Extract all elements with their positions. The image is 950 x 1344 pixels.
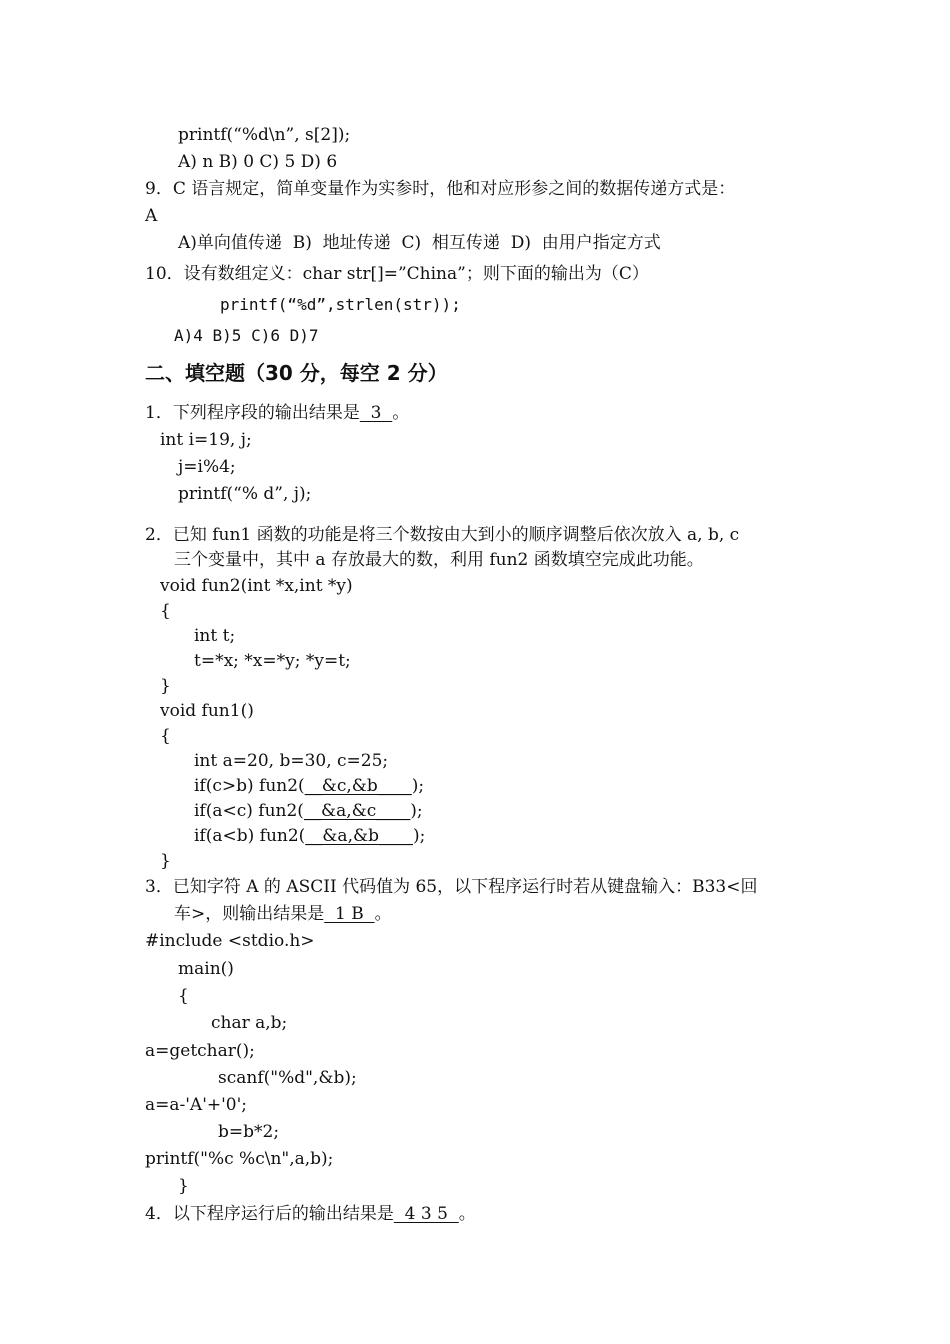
fq3-answer: 1 B xyxy=(324,904,375,924)
blank-prefix: if(a<c) fun2( xyxy=(194,801,304,821)
blank-suffix: ); xyxy=(410,801,423,821)
fq4-stem-suffix: 。 xyxy=(458,1204,476,1224)
fq3-code-line: char a,b; xyxy=(211,1013,288,1033)
q9-options: A)单向值传递 B) 地址传递 C) 相互传递 D) 由用户指定方式 xyxy=(178,233,661,253)
fun2-close-brace: } xyxy=(160,676,171,696)
fq1-answer: 3 xyxy=(359,403,393,423)
section-heading: 二、填空题（30 分，每空 2 分） xyxy=(145,361,448,385)
q8-options: A) n B) 0 C) 5 D) 6 xyxy=(178,152,338,172)
fq1-stem-suffix: 。 xyxy=(392,403,410,423)
q10-stem: 10．设有数组定义：char str[]=”China”；则下面的输出为（C） xyxy=(145,264,649,284)
fq3-code-line: #include <stdio.h> xyxy=(145,931,315,951)
fq3-code-line: { xyxy=(178,986,189,1006)
fq3-code-line: printf("%c %c\n",a,b); xyxy=(145,1149,334,1169)
fq4-stem xyxy=(145,1203,476,1225)
fq3-stem-line2 xyxy=(174,903,392,925)
fq2-stem-line2: 三个变量中，其中 a 存放最大的数，利用 fun2 函数填空完成此功能。 xyxy=(174,550,704,570)
fq4-stem-prefix: 4．以下程序运行后的输出结果是 xyxy=(145,1204,394,1224)
fun2-body-line: t=*x; *x=*y; *y=t; xyxy=(194,651,351,671)
fq3-code-line: a=getchar(); xyxy=(145,1041,255,1061)
fun2-body-line: int t; xyxy=(194,626,236,646)
fq3-code-line: main() xyxy=(178,959,234,979)
fq2-blank-line xyxy=(194,825,425,847)
fq3-stem-line1: 3．已知字符 A 的 ASCII 代码值为 65，以下程序运行时若从键盘输入：B33<回 xyxy=(145,877,758,897)
q9-stem: 9．C 语言规定，简单变量作为实参时，他和对应形参之间的数据传递方式是： xyxy=(145,179,736,199)
fq3-code-line: a=a-'A'+'0'; xyxy=(145,1095,248,1115)
fq1-code-line: j=i%4; xyxy=(178,457,236,477)
q8-code: printf(“%d\n”, s[2]); xyxy=(178,125,351,145)
fq1-code-line: printf(“% d”, j); xyxy=(178,484,312,504)
fq1-stem-prefix: 1．下列程序段的输出结果是 xyxy=(145,403,360,423)
fun2-open-brace: { xyxy=(160,601,171,621)
fq1-code-line: int i=19, j; xyxy=(160,430,252,450)
fq1-stem xyxy=(145,402,409,424)
fq3-code-line: scanf("%d",&b); xyxy=(218,1068,357,1088)
fun1-header: void fun1() xyxy=(160,701,254,721)
blank-suffix: ); xyxy=(411,776,425,796)
fq2-stem-line1: 2．已知 fun1 函数的功能是将三个数按由大到小的顺序调整后依次放入 a, b, c xyxy=(145,525,740,545)
q10-code: printf(“%d”,strlen(str)); xyxy=(220,295,461,314)
fq3-stem-suffix: 。 xyxy=(374,904,392,924)
q10-options: A)4 B)5 C)6 D)7 xyxy=(174,326,319,345)
fun2-header: void fun2(int *x,int *y) xyxy=(160,576,353,596)
fq3-code-line: b=b*2; xyxy=(218,1122,280,1142)
fq4-answer: 4 3 5 xyxy=(393,1204,459,1224)
blank-answer: __&a,&c____ xyxy=(303,801,411,821)
fq3-code-line: } xyxy=(178,1176,189,1196)
blank-answer: __&a,&b____ xyxy=(305,826,413,846)
q9-answer: A xyxy=(145,206,158,226)
fun1-open-brace: { xyxy=(160,726,171,746)
fq2-blank-line xyxy=(194,775,424,797)
blank-suffix: ); xyxy=(412,826,426,846)
fun1-close-brace: } xyxy=(160,851,171,871)
blank-prefix: if(c>b) fun2( xyxy=(194,776,305,796)
blank-answer: __&c,&b____ xyxy=(304,776,412,796)
fq2-blank-line xyxy=(194,800,423,822)
fq3-stem-prefix: 车>，则输出结果是 xyxy=(174,904,325,924)
fun1-decl: int a=20, b=30, c=25; xyxy=(194,751,389,771)
blank-prefix: if(a<b) fun2( xyxy=(194,826,306,846)
